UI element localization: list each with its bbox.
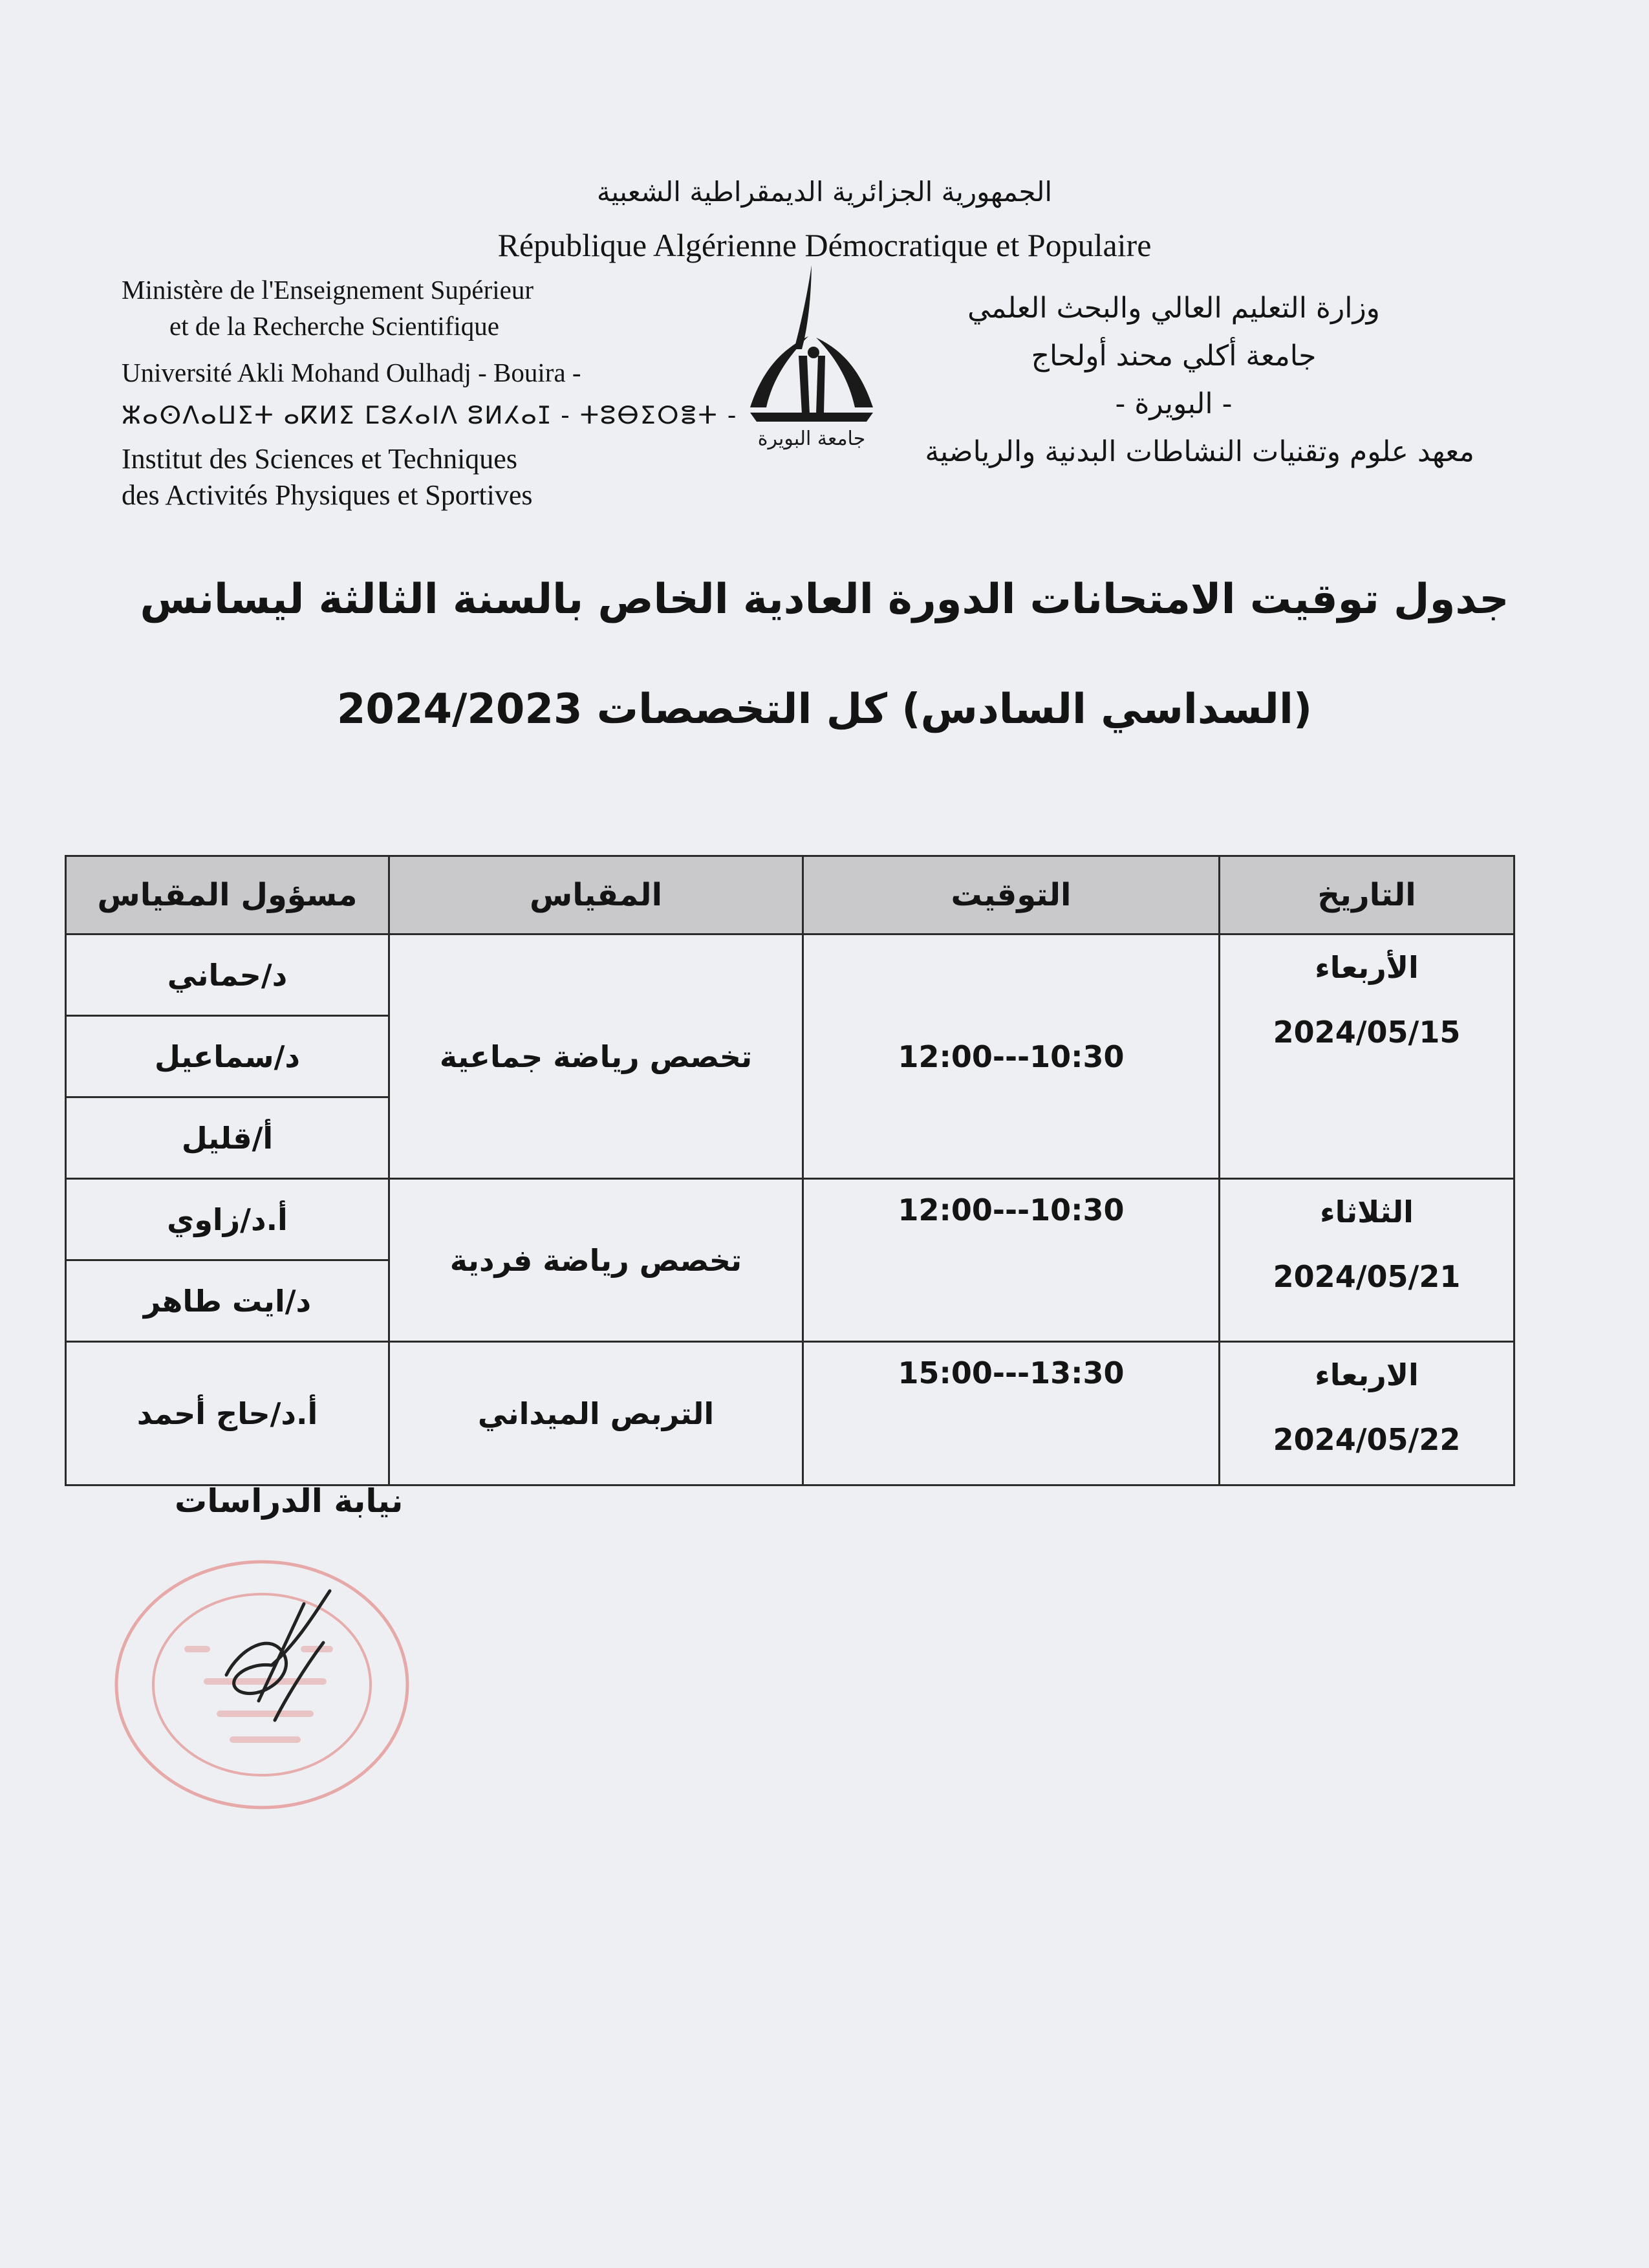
republic-french: République Algérienne Démocratique et Populaire — [497, 227, 1152, 263]
institute-fr-line1: Institut des Sciences et Techniques — [122, 443, 517, 475]
institute-ar: معهد علوم وتقنيات النشاطات البدنية والرياضية — [925, 435, 1474, 468]
institute-fr-line2: des Activités Physiques et Sportives — [122, 479, 533, 511]
responsible-cell: د/ايت طاهر — [66, 1260, 389, 1342]
exam-date: 2024/05/15 — [1273, 1015, 1461, 1050]
header-module: المقياس — [389, 856, 803, 934]
exam-day: الثلاثاء — [1320, 1194, 1414, 1229]
exam-time: 12:00---10:30 — [898, 1039, 1125, 1074]
table-header-row — [66, 856, 1514, 934]
exam-time: 15:00---13:30 — [898, 1355, 1125, 1390]
exam-day: الاربعاء — [1315, 1357, 1419, 1392]
time-cell — [803, 934, 1220, 1179]
city-ar: - البويرة - — [1115, 387, 1233, 420]
university-ar: جامعة أكلي محند أولحاج — [1031, 340, 1317, 373]
responsible-cell: د/حماني — [66, 934, 389, 1016]
date-cell — [1220, 1342, 1514, 1485]
university-tifinagh: ⵣⴰⵙⴷⴰⵡⵉⵜ ⴰⴽⵍⵉ ⵎⵓⵃⴰⵏⴷ ⵓⵍⵃⴰⵊ - ⵜⵓⴱⵉⵔⴻⵜ - — [122, 401, 738, 429]
table-row — [66, 1179, 1514, 1260]
header-time: التوقيت — [803, 856, 1220, 934]
module-cell: تخصص رياضة فردية — [389, 1179, 803, 1342]
time-cell — [803, 1179, 1220, 1342]
date-cell — [1220, 1179, 1514, 1342]
responsible-cell: د/سماعيل — [66, 1016, 389, 1097]
exam-time: 12:00---10:30 — [898, 1193, 1125, 1227]
time-cell — [803, 1342, 1220, 1485]
table-row — [66, 1342, 1514, 1485]
page-subtitle: (السداسي السادس) كل التخصصات 2024/2023 — [336, 686, 1313, 733]
logo-caption: جامعة البويرة — [757, 427, 866, 450]
ministry-fr-line2: et de la Recherche Scientifique — [169, 311, 499, 341]
header-right-block — [873, 285, 1474, 476]
ministry-fr-line1: Ministère de l'Enseignement Supérieur — [122, 275, 534, 305]
exam-day: الأربعاء — [1315, 950, 1419, 985]
ministry-ar: وزارة التعليم العالي والبحث العلمي — [967, 292, 1380, 325]
exam-schedule-table — [65, 855, 1515, 1486]
responsible-cell: أ.د/حاج أحمد — [66, 1342, 389, 1485]
module-cell: التربص الميداني — [389, 1342, 803, 1485]
exam-date: 2024/05/22 — [1273, 1422, 1461, 1457]
module-cell: تخصص رياضة جماعية — [389, 934, 803, 1179]
date-cell — [1220, 934, 1514, 1179]
header-date: التاريخ — [1220, 856, 1514, 934]
header-left-block — [122, 272, 738, 513]
header-responsible: مسؤول المقياس — [66, 856, 389, 934]
official-stamp — [110, 1552, 420, 1824]
responsible-cell: أ.د/زاوي — [66, 1179, 389, 1260]
table-row — [66, 934, 1514, 1016]
university-logo — [737, 259, 886, 453]
page-title: جدول توقيت الامتحانات الدورة العادية الخاص بالسنة الثالثة ليسانس — [140, 576, 1509, 623]
republic-arabic: الجمهورية الجزائرية الديمقراطية الشعبية — [596, 176, 1053, 208]
exam-date: 2024/05/21 — [1273, 1259, 1461, 1294]
signature-label: نيابة الدراسات — [175, 1482, 404, 1520]
handwritten-signature — [226, 1591, 330, 1720]
university-fr: Université Akli Mohand Oulhadj - Bouira - — [122, 358, 581, 387]
responsible-cell: أ/قليل — [66, 1097, 389, 1179]
